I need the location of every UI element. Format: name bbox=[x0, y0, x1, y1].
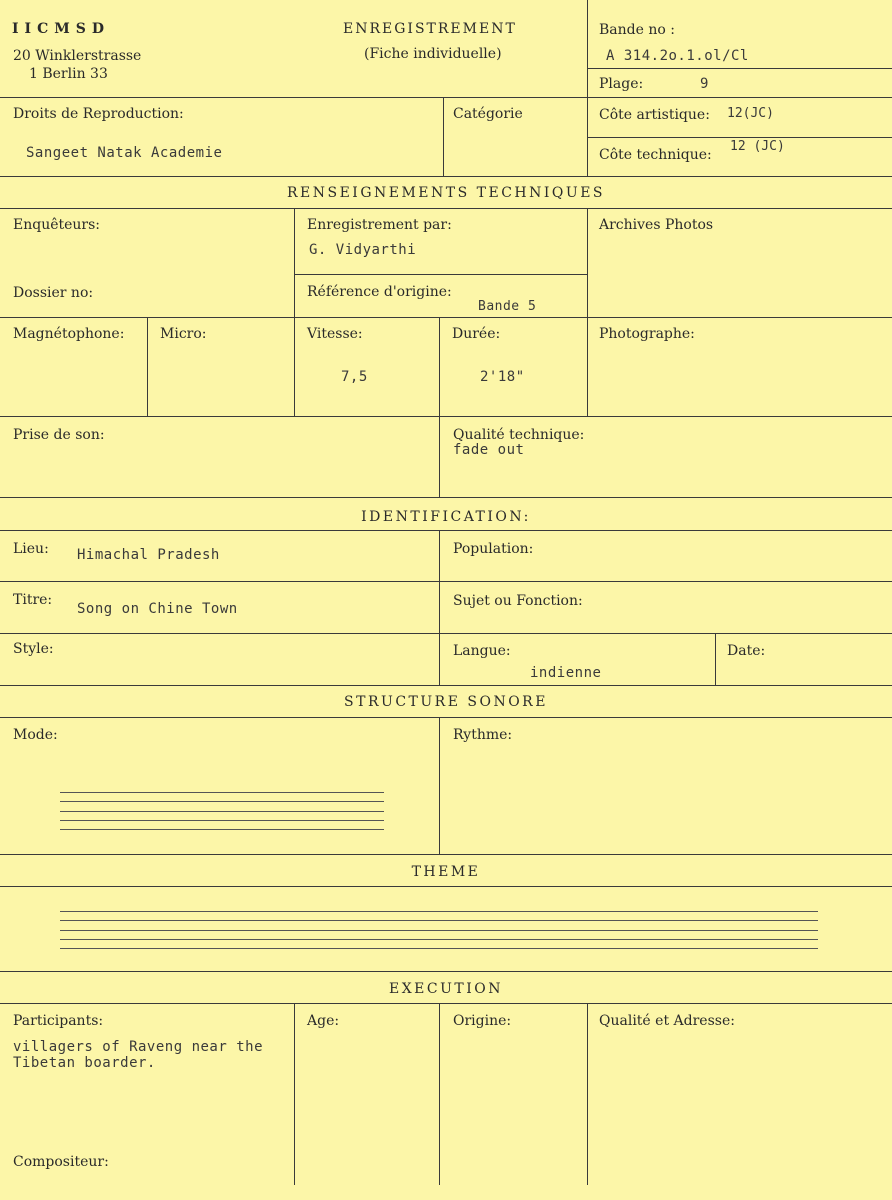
plage-value: 9 bbox=[700, 76, 709, 92]
photographe-label: Photographe: bbox=[599, 326, 695, 342]
qualite-technique-value: fade out bbox=[453, 442, 525, 458]
duree-label: Durée: bbox=[452, 326, 501, 342]
titre-label: Titre: bbox=[13, 592, 53, 608]
enqueteurs-label: Enquêteurs: bbox=[13, 217, 101, 233]
plage-label: Plage: bbox=[599, 76, 644, 92]
droits-label: Droits de Reproduction: bbox=[13, 106, 184, 122]
form-subtitle: (Fiche individuelle) bbox=[364, 46, 502, 62]
cote-technique-label: Côte technique: bbox=[599, 147, 712, 163]
prise-de-son-label: Prise de son: bbox=[13, 427, 105, 443]
age-label: Age: bbox=[307, 1013, 340, 1029]
lieu-value: Himachal Pradesh bbox=[77, 547, 220, 563]
section-execution: EXECUTION bbox=[388, 981, 503, 997]
cote-technique-value: 12 (JC) bbox=[730, 139, 785, 154]
duree-value: 2'18" bbox=[480, 369, 525, 385]
mode-label: Mode: bbox=[13, 727, 58, 743]
section-theme: THEME bbox=[411, 864, 481, 880]
participants-label: Participants: bbox=[13, 1013, 104, 1029]
date-label: Date: bbox=[727, 643, 766, 659]
qualite-technique-label: Qualité technique: bbox=[453, 427, 585, 443]
cote-artistique-label: Côte artistique: bbox=[599, 107, 710, 123]
participants-line2: Tibetan boarder. bbox=[13, 1055, 156, 1071]
categorie-label: Catégorie bbox=[453, 106, 523, 122]
archives-photos-label: Archives Photos bbox=[599, 217, 714, 233]
participants-line1: villagers of Raveng near the bbox=[13, 1039, 264, 1055]
lieu-label: Lieu: bbox=[13, 541, 49, 557]
population-label: Population: bbox=[453, 541, 534, 557]
magnetophone-label: Magnétophone: bbox=[13, 326, 125, 342]
vitesse-value: 7,5 bbox=[341, 369, 368, 385]
address-street: 20 Winklerstrasse bbox=[13, 48, 142, 64]
form-title: ENREGISTREMENT bbox=[343, 21, 517, 37]
address-city: 1 Berlin 33 bbox=[29, 66, 108, 82]
reference-label: Référence d'origine: bbox=[307, 284, 452, 300]
cote-artistique-value: 12(JC) bbox=[727, 106, 774, 121]
enregistrement-label: Enregistrement par: bbox=[307, 217, 452, 233]
titre-value: Song on Chine Town bbox=[77, 601, 238, 617]
micro-label: Micro: bbox=[160, 326, 207, 342]
section-renseignements: RENSEIGNEMENTS TECHNIQUES bbox=[286, 185, 606, 201]
bande-label: Bande no : bbox=[599, 22, 675, 38]
reference-value: Bande 5 bbox=[478, 299, 537, 314]
qualite-adresse-label: Qualité et Adresse: bbox=[599, 1013, 735, 1029]
dossier-label: Dossier no: bbox=[13, 285, 94, 301]
rythme-label: Rythme: bbox=[453, 727, 513, 743]
vitesse-label: Vitesse: bbox=[307, 326, 363, 342]
sujet-label: Sujet ou Fonction: bbox=[453, 593, 583, 609]
style-label: Style: bbox=[13, 641, 54, 657]
origine-label: Origine: bbox=[453, 1013, 512, 1029]
compositeur-label: Compositeur: bbox=[13, 1154, 109, 1170]
enregistrement-value: G. Vidyarthi bbox=[309, 242, 417, 258]
institute-logo: IICMSD bbox=[12, 21, 110, 37]
langue-value: indienne bbox=[530, 665, 602, 681]
langue-label: Langue: bbox=[453, 643, 511, 659]
droits-value: Sangeet Natak Academie bbox=[26, 145, 223, 161]
section-structure-sonore: STRUCTURE SONORE bbox=[344, 694, 548, 710]
bande-value: A 314.2o.1.ol/Cl bbox=[606, 48, 749, 64]
section-identification: IDENTIFICATION: bbox=[361, 509, 531, 525]
